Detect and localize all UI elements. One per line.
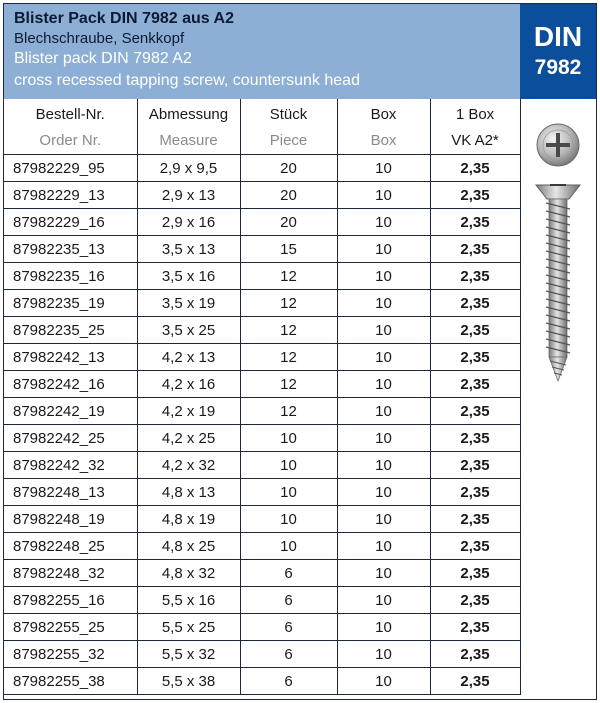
cell-box-count: 10: [337, 155, 430, 182]
cell-order-number: 87982255_38: [4, 668, 137, 695]
cell-measure: 2,9 x 9,5: [137, 155, 240, 182]
table-row: [4, 371, 520, 398]
table-row: [4, 425, 520, 452]
cell-order-number: 87982235_16: [4, 263, 137, 290]
cell-box-count: 10: [337, 479, 430, 506]
cell-measure: 4,2 x 13: [137, 344, 240, 371]
cell-piece-count: 12: [240, 317, 337, 344]
subtitle-english: cross recessed tapping screw, countersunk head: [14, 72, 360, 89]
cell-box-count: 10: [337, 506, 430, 533]
cell-price: 2,35: [430, 290, 520, 317]
cell-order-number: 87982229_13: [4, 182, 137, 209]
cell-measure: 4,2 x 25: [137, 425, 240, 452]
table-body: [4, 155, 520, 695]
col-header-measure-de: Abmessung: [137, 99, 240, 127]
col-header-piece-de: Stück: [240, 99, 337, 127]
table-row: [4, 209, 520, 236]
cell-piece-count: 10: [240, 425, 337, 452]
cell-piece-count: 6: [240, 587, 337, 614]
col-header-measure-en: Measure: [137, 127, 240, 155]
col-header-box-en: Box: [337, 127, 430, 155]
cell-piece-count: 6: [240, 641, 337, 668]
subtitle-german: Blechschraube, Senkkopf: [14, 30, 185, 47]
cell-box-count: 10: [337, 425, 430, 452]
cell-box-count: 10: [337, 236, 430, 263]
col-header-price-de: 1 Box: [430, 99, 520, 127]
table-row: [4, 182, 520, 209]
cell-piece-count: 12: [240, 263, 337, 290]
cell-order-number: 87982242_16: [4, 371, 137, 398]
col-header-piece-en: Piece: [240, 127, 337, 155]
table-row: [4, 479, 520, 506]
product-image-column: [520, 99, 596, 699]
cell-piece-count: 10: [240, 479, 337, 506]
cell-box-count: 10: [337, 371, 430, 398]
cell-price: 2,35: [430, 479, 520, 506]
cell-price: 2,35: [430, 182, 520, 209]
cell-box-count: 10: [337, 614, 430, 641]
cell-piece-count: 12: [240, 398, 337, 425]
cell-measure: 4,2 x 19: [137, 398, 240, 425]
cell-box-count: 10: [337, 182, 430, 209]
cell-order-number: 87982242_32: [4, 452, 137, 479]
table-row: [4, 155, 520, 182]
cell-order-number: 87982255_25: [4, 614, 137, 641]
cell-measure: 3,5 x 16: [137, 263, 240, 290]
cell-box-count: 10: [337, 344, 430, 371]
table-row: [4, 398, 520, 425]
header-row-english: [4, 127, 520, 155]
cell-piece-count: 6: [240, 560, 337, 587]
cell-order-number: 87982235_25: [4, 317, 137, 344]
cell-box-count: 10: [337, 587, 430, 614]
cell-piece-count: 12: [240, 344, 337, 371]
cell-piece-count: 12: [240, 290, 337, 317]
cell-measure: 5,5 x 16: [137, 587, 240, 614]
cell-price: 2,35: [430, 236, 520, 263]
cell-price: 2,35: [430, 587, 520, 614]
cell-box-count: 10: [337, 452, 430, 479]
cell-price: 2,35: [430, 317, 520, 344]
cell-measure: 4,2 x 32: [137, 452, 240, 479]
cell-price: 2,35: [430, 209, 520, 236]
table-row: [4, 587, 520, 614]
cell-price: 2,35: [430, 533, 520, 560]
cell-price: 2,35: [430, 641, 520, 668]
cell-box-count: 10: [337, 560, 430, 587]
cell-order-number: 87982235_13: [4, 236, 137, 263]
table-row: [4, 560, 520, 587]
col-header-price-en: VK A2*: [430, 127, 520, 155]
cell-price: 2,35: [430, 371, 520, 398]
cell-piece-count: 6: [240, 668, 337, 695]
cell-piece-count: 10: [240, 506, 337, 533]
col-header-order-en: Order Nr.: [4, 127, 137, 155]
table-row: [4, 290, 520, 317]
table-row: [4, 614, 520, 641]
col-header-box-de: Box: [337, 99, 430, 127]
product-sheet: [3, 3, 597, 700]
cell-piece-count: 20: [240, 155, 337, 182]
cell-order-number: 87982248_13: [4, 479, 137, 506]
cell-price: 2,35: [430, 263, 520, 290]
cell-piece-count: 6: [240, 614, 337, 641]
countersunk-screw-icon: [536, 185, 580, 381]
cell-order-number: 87982229_95: [4, 155, 137, 182]
cell-box-count: 10: [337, 668, 430, 695]
cell-measure: 3,5 x 13: [137, 236, 240, 263]
title-english: Blister pack DIN 7982 A2: [14, 50, 192, 67]
cell-piece-count: 12: [240, 371, 337, 398]
cell-box-count: 10: [337, 398, 430, 425]
cell-order-number: 87982248_19: [4, 506, 137, 533]
cell-measure: 2,9 x 16: [137, 209, 240, 236]
cell-order-number: 87982255_32: [4, 641, 137, 668]
product-header: [4, 4, 520, 99]
din-number: 7982: [534, 56, 582, 79]
cell-price: 2,35: [430, 560, 520, 587]
cell-price: 2,35: [430, 614, 520, 641]
table-row: [4, 641, 520, 668]
cell-box-count: 10: [337, 263, 430, 290]
cell-piece-count: 15: [240, 236, 337, 263]
cell-measure: 5,5 x 38: [137, 668, 240, 695]
cell-price: 2,35: [430, 155, 520, 182]
cell-measure: 4,8 x 13: [137, 479, 240, 506]
col-header-order-de: Bestell-Nr.: [4, 99, 137, 127]
cell-box-count: 10: [337, 641, 430, 668]
table-row: [4, 317, 520, 344]
table-row: [4, 344, 520, 371]
cell-order-number: 87982235_19: [4, 290, 137, 317]
cell-box-count: 10: [337, 290, 430, 317]
title-german: Blister Pack DIN 7982 aus A2: [14, 10, 234, 27]
specs-table: [4, 99, 521, 695]
cell-box-count: 10: [337, 317, 430, 344]
header-row-german: [4, 99, 520, 127]
cell-measure: 3,5 x 19: [137, 290, 240, 317]
table-row: [4, 263, 520, 290]
din-label: DIN: [533, 21, 583, 52]
cell-box-count: 10: [337, 209, 430, 236]
cell-piece-count: 20: [240, 182, 337, 209]
cell-piece-count: 10: [240, 452, 337, 479]
cell-order-number: 87982242_25: [4, 425, 137, 452]
din-badge: [520, 4, 596, 99]
screw-illustration: [520, 99, 596, 389]
cell-price: 2,35: [430, 668, 520, 695]
cell-measure: 4,8 x 25: [137, 533, 240, 560]
cell-measure: 5,5 x 25: [137, 614, 240, 641]
cell-measure: 4,2 x 16: [137, 371, 240, 398]
cell-measure: 2,9 x 13: [137, 182, 240, 209]
table-row: [4, 236, 520, 263]
cell-order-number: 87982248_32: [4, 560, 137, 587]
cell-price: 2,35: [430, 506, 520, 533]
cell-price: 2,35: [430, 452, 520, 479]
cell-measure: 3,5 x 25: [137, 317, 240, 344]
cell-order-number: 87982229_16: [4, 209, 137, 236]
cell-box-count: 10: [337, 533, 430, 560]
cell-order-number: 87982242_13: [4, 344, 137, 371]
cell-order-number: 87982255_16: [4, 587, 137, 614]
table-row: [4, 452, 520, 479]
cell-measure: 5,5 x 32: [137, 641, 240, 668]
table-row: [4, 668, 520, 695]
cell-piece-count: 20: [240, 209, 337, 236]
cell-measure: 4,8 x 32: [137, 560, 240, 587]
cell-measure: 4,8 x 19: [137, 506, 240, 533]
cell-order-number: 87982248_25: [4, 533, 137, 560]
cell-piece-count: 10: [240, 533, 337, 560]
cell-price: 2,35: [430, 344, 520, 371]
screw-head-icon: [537, 124, 579, 166]
cell-order-number: 87982242_19: [4, 398, 137, 425]
table-row: [4, 533, 520, 560]
cell-price: 2,35: [430, 425, 520, 452]
cell-price: 2,35: [430, 398, 520, 425]
table-row: [4, 506, 520, 533]
